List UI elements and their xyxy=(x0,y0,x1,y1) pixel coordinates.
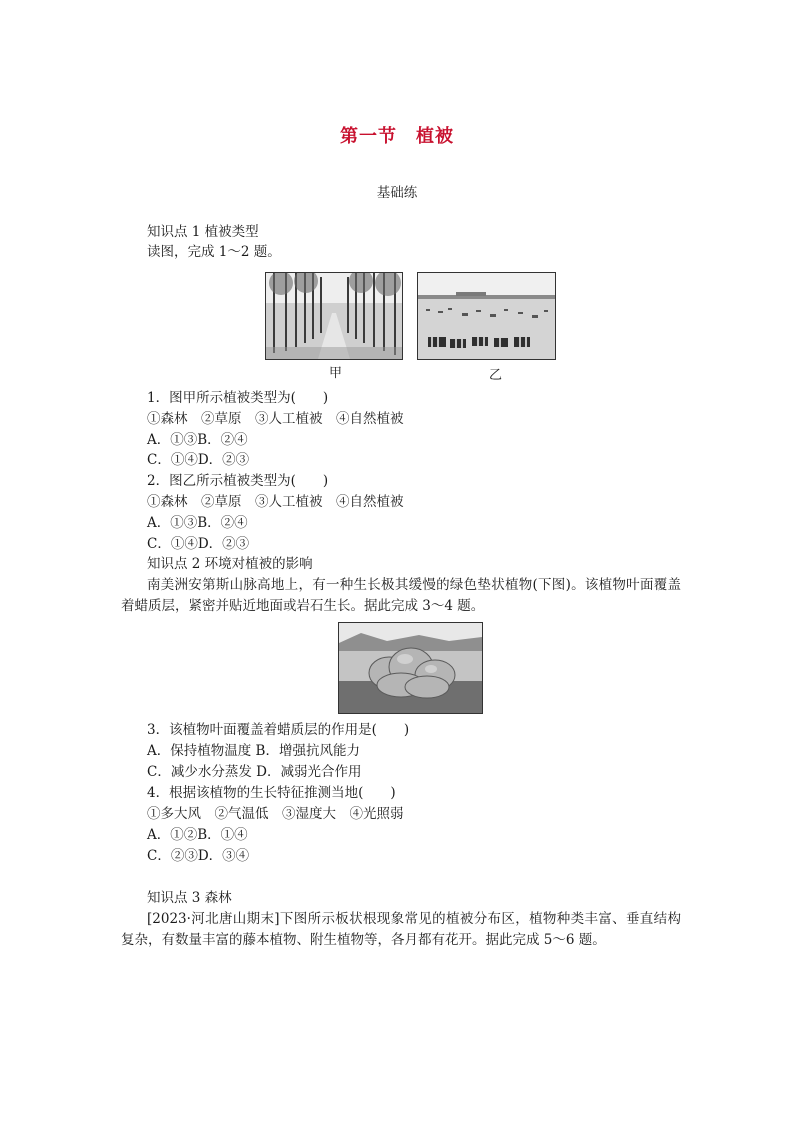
question-1-options-ab: A．①③B．②④ xyxy=(147,432,248,448)
question-3-stem: 3．该植物叶面覆盖着蜡质层的作用是( ) xyxy=(147,722,410,738)
question-2-stem: 2．图乙所示植被类型为( ) xyxy=(147,473,329,489)
question-2-options-cd: C．①④D．②③ xyxy=(147,536,250,552)
question-3-options-cd: C．减少水分蒸发 D．减弱光合作用 xyxy=(147,764,362,780)
question-4-items: ①多大风 ②气温低 ③湿度大 ④光照弱 xyxy=(147,806,404,822)
grassland-zebra-photo xyxy=(417,272,556,360)
question-2-items: ①森林 ②草原 ③人工植被 ④自然植被 xyxy=(147,494,404,510)
knowledge-point-3-heading: 知识点 3 森林 xyxy=(147,890,232,906)
section-subtitle: 基础练 xyxy=(376,185,418,201)
question-1-options-cd: C．①④D．②③ xyxy=(147,452,250,468)
question-4-options-cd: C．②③D．③④ xyxy=(147,848,250,864)
knowledge-point-2-heading: 知识点 2 环境对植被的影响 xyxy=(147,556,313,572)
question-4-options-ab: A．①②B．①④ xyxy=(147,827,248,843)
photo-caption-yi: 乙 xyxy=(489,368,503,383)
section3-paragraph: [2023·河北唐山期末]下图所示板状根现象常见的植被分布区，植物种类丰富、垂直结构复杂，有数量丰富的藤本植物、附生植物等，各月都有花开。据此完成 5～6 题。 xyxy=(121,911,681,948)
knowledge-point-1-heading: 知识点 1 植被类型 xyxy=(147,224,259,240)
section1-intro: 读图，完成 1～2 题。 xyxy=(147,244,281,260)
question-3-options-ab: A．保持植物温度 B．增强抗风能力 xyxy=(147,743,360,759)
photo-caption-jia: 甲 xyxy=(329,366,343,381)
forest-plantation-photo xyxy=(265,272,403,360)
question-1-stem: 1．图甲所示植被类型为( ) xyxy=(147,390,329,406)
question-4-stem: 4．根据该植物的生长特征推测当地( ) xyxy=(147,785,396,801)
question-2-options-ab: A．①③B．②④ xyxy=(147,515,248,531)
page-title: 第一节 植被 xyxy=(340,126,454,147)
cushion-plant-photo xyxy=(338,622,483,714)
question-1-items: ①森林 ②草原 ③人工植被 ④自然植被 xyxy=(147,411,404,427)
section2-paragraph: 南美洲安第斯山脉高地上，有一种生长极其缓慢的绿色垫状植物(下图)。该植物叶面覆盖着蜡质层，紧密并贴近地面或岩石生长。据此完成 3～4 题。 xyxy=(121,577,681,614)
